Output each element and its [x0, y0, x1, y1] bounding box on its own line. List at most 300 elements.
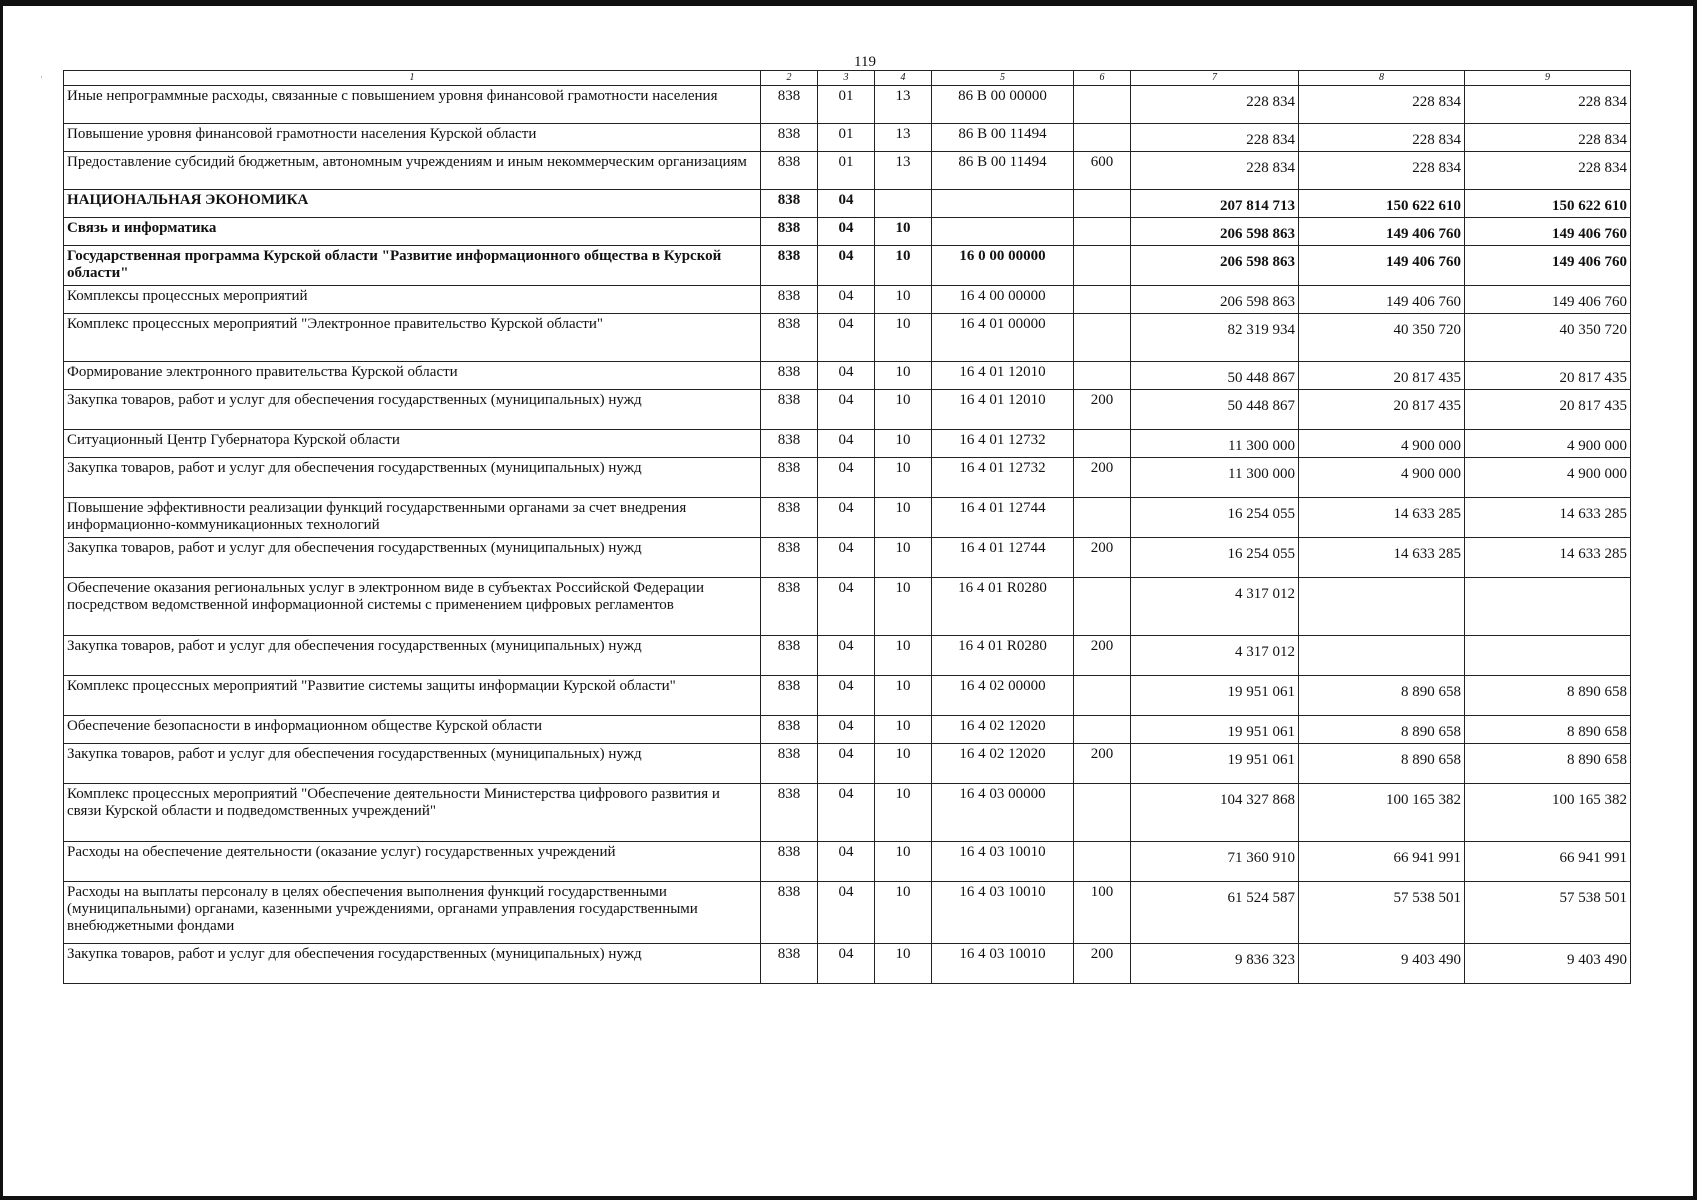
row-pr: 10 [875, 882, 932, 944]
row-rz: 04 [818, 286, 875, 314]
row-rz: 01 [818, 124, 875, 152]
budget-table [63, 70, 1631, 984]
row-value-2025-text: 20 817 435 [1393, 370, 1461, 386]
table-row [64, 784, 1631, 842]
row-vr: 200 [1074, 538, 1131, 578]
row-value-2026-text: 8 890 658 [1567, 684, 1627, 700]
row-value-2024-text: 71 360 910 [1227, 850, 1295, 866]
row-csr: 16 4 03 10010 [932, 944, 1074, 984]
row-value-2024-text: 228 834 [1246, 160, 1295, 176]
row-value-2024-text: 16 254 055 [1227, 506, 1295, 522]
row-value-2024-text: 50 448 867 [1227, 370, 1295, 386]
row-vr [1074, 842, 1131, 882]
table-row [64, 86, 1631, 124]
row-value-2024-text: 82 319 934 [1227, 322, 1295, 338]
row-pr: 10 [875, 784, 932, 842]
col-header-9: 9 [1465, 71, 1631, 86]
table-row [64, 458, 1631, 498]
row-value-2026 [1465, 286, 1631, 314]
row-ved: 838 [761, 124, 818, 152]
scan-mark: · [40, 72, 43, 82]
row-value-2026 [1465, 362, 1631, 390]
row-pr: 13 [875, 124, 932, 152]
row-value-2024 [1131, 430, 1299, 458]
row-value-2025 [1299, 286, 1465, 314]
row-value-2026 [1465, 390, 1631, 430]
row-name: Расходы на обеспечение деятельности (оказание услуг) государственных учреждений [64, 842, 761, 882]
row-name: Формирование электронного правительства Курской области [64, 362, 761, 390]
row-ved: 838 [761, 538, 818, 578]
row-ved: 838 [761, 944, 818, 984]
table-row [64, 218, 1631, 246]
row-name: Закупка товаров, работ и услуг для обеспечения государственных (муниципальных) нужд [64, 458, 761, 498]
table-row [64, 124, 1631, 152]
row-value-2026-text: 9 403 490 [1567, 952, 1627, 968]
row-value-2025-text: 149 406 760 [1386, 254, 1461, 270]
row-ved: 838 [761, 246, 818, 286]
row-rz: 04 [818, 944, 875, 984]
row-value-2026 [1465, 744, 1631, 784]
row-value-2026 [1465, 124, 1631, 152]
row-value-2025 [1299, 716, 1465, 744]
row-value-2024-text: 50 448 867 [1227, 398, 1295, 414]
row-value-2025-text: 4 900 000 [1401, 438, 1461, 454]
row-value-2024 [1131, 246, 1299, 286]
row-csr: 16 4 01 12744 [932, 498, 1074, 538]
row-pr: 10 [875, 716, 932, 744]
row-value-2024-text: 11 300 000 [1228, 438, 1295, 454]
row-csr: 16 4 01 12010 [932, 362, 1074, 390]
row-name: Государственная программа Курской области "Развитие информационного общества в Курской области" [64, 246, 761, 286]
table-row [64, 390, 1631, 430]
row-ved: 838 [761, 882, 818, 944]
row-value-2026-text: 8 890 658 [1567, 724, 1627, 740]
col-header-2: 2 [761, 71, 818, 86]
row-value-2025-text: 228 834 [1412, 94, 1461, 110]
row-rz: 04 [818, 430, 875, 458]
row-csr: 86 В 00 00000 [932, 86, 1074, 124]
table-row [64, 676, 1631, 716]
row-rz: 04 [818, 882, 875, 944]
row-pr: 10 [875, 286, 932, 314]
row-value-2026-text: 4 900 000 [1567, 466, 1627, 482]
row-value-2024 [1131, 744, 1299, 784]
row-vr [1074, 218, 1131, 246]
row-ved: 838 [761, 152, 818, 190]
row-value-2025 [1299, 390, 1465, 430]
row-ved: 838 [761, 744, 818, 784]
row-value-2026 [1465, 538, 1631, 578]
row-value-2025 [1299, 882, 1465, 944]
row-name: Связь и информатика [64, 218, 761, 246]
row-name: Комплекс процессных мероприятий "Электронное правительство Курской области" [64, 314, 761, 362]
row-csr: 16 4 02 00000 [932, 676, 1074, 716]
row-value-2025 [1299, 676, 1465, 716]
scan-border-left [0, 0, 3, 1200]
row-value-2024 [1131, 362, 1299, 390]
row-value-2025 [1299, 538, 1465, 578]
row-name: Расходы на выплаты персоналу в целях обеспечения выполнения функций государственными (муниципальными) органами, казенными учреждениями, органами управления государственными внебюджетными фондами [64, 882, 761, 944]
row-value-2026 [1465, 218, 1631, 246]
row-value-2024 [1131, 286, 1299, 314]
row-value-2026 [1465, 190, 1631, 218]
row-value-2025 [1299, 152, 1465, 190]
row-pr: 10 [875, 842, 932, 882]
row-value-2026 [1465, 152, 1631, 190]
row-value-2025 [1299, 944, 1465, 984]
row-value-2024 [1131, 152, 1299, 190]
col-header-8: 8 [1299, 71, 1465, 86]
row-pr: 13 [875, 86, 932, 124]
row-name: Закупка товаров, работ и услуг для обеспечения государственных (муниципальных) нужд [64, 390, 761, 430]
row-value-2024 [1131, 218, 1299, 246]
row-value-2026 [1465, 944, 1631, 984]
table-row [64, 314, 1631, 362]
scan-border-right [1693, 0, 1697, 1200]
row-value-2025-text: 100 165 382 [1386, 792, 1461, 808]
row-csr: 16 4 01 12744 [932, 538, 1074, 578]
row-vr [1074, 676, 1131, 716]
row-value-2026 [1465, 430, 1631, 458]
row-value-2024 [1131, 944, 1299, 984]
row-value-2025-text: 8 890 658 [1401, 724, 1461, 740]
row-value-2026-text: 40 350 720 [1559, 322, 1627, 338]
row-pr: 13 [875, 152, 932, 190]
row-vr: 200 [1074, 390, 1131, 430]
table-row [64, 246, 1631, 286]
row-value-2025 [1299, 362, 1465, 390]
row-value-2025-text: 228 834 [1412, 160, 1461, 176]
row-pr: 10 [875, 944, 932, 984]
row-ved: 838 [761, 578, 818, 636]
row-pr: 10 [875, 636, 932, 676]
row-rz: 04 [818, 716, 875, 744]
row-rz: 04 [818, 744, 875, 784]
row-value-2026 [1465, 882, 1631, 944]
row-csr: 16 4 03 00000 [932, 784, 1074, 842]
row-ved: 838 [761, 636, 818, 676]
row-csr: 16 4 02 12020 [932, 716, 1074, 744]
row-rz: 04 [818, 676, 875, 716]
row-name: Закупка товаров, работ и услуг для обеспечения государственных (муниципальных) нужд [64, 538, 761, 578]
row-pr: 10 [875, 390, 932, 430]
row-vr [1074, 430, 1131, 458]
row-rz: 04 [818, 390, 875, 430]
row-value-2026-text: 14 633 285 [1559, 506, 1627, 522]
row-ved: 838 [761, 430, 818, 458]
row-value-2026 [1465, 842, 1631, 882]
row-value-2026 [1465, 314, 1631, 362]
row-csr [932, 190, 1074, 218]
row-rz: 04 [818, 190, 875, 218]
row-value-2026 [1465, 498, 1631, 538]
row-value-2026-text: 20 817 435 [1559, 370, 1627, 386]
table-body [64, 71, 1631, 984]
row-value-2025-text: 228 834 [1412, 132, 1461, 148]
table-row [64, 498, 1631, 538]
table-row [64, 190, 1631, 218]
row-value-2024-text: 206 598 863 [1220, 254, 1295, 270]
row-ved: 838 [761, 286, 818, 314]
column-number-row [64, 71, 1631, 86]
row-rz: 04 [818, 842, 875, 882]
row-rz: 04 [818, 458, 875, 498]
row-pr: 10 [875, 578, 932, 636]
row-pr: 10 [875, 362, 932, 390]
row-value-2024 [1131, 538, 1299, 578]
row-rz: 04 [818, 218, 875, 246]
row-value-2024 [1131, 314, 1299, 362]
row-name: Повышение эффективности реализации функций государственными органами за счет внедрения информационно-коммуникационных технологий [64, 498, 761, 538]
row-name: Предоставление субсидий бюджетным, автономным учреждениям и иным некоммерческим организациям [64, 152, 761, 190]
table-row [64, 538, 1631, 578]
col-header-5: 5 [932, 71, 1074, 86]
row-csr: 16 4 02 12020 [932, 744, 1074, 784]
row-vr: 100 [1074, 882, 1131, 944]
row-value-2025-text: 8 890 658 [1401, 684, 1461, 700]
row-value-2025 [1299, 578, 1465, 636]
row-value-2026-text: 150 622 610 [1552, 198, 1627, 214]
row-value-2024-text: 4 317 012 [1235, 586, 1295, 602]
row-csr: 16 4 01 12732 [932, 430, 1074, 458]
row-ved: 838 [761, 458, 818, 498]
row-vr [1074, 578, 1131, 636]
page-number: 119 [854, 54, 876, 70]
row-ved: 838 [761, 842, 818, 882]
row-value-2025 [1299, 314, 1465, 362]
row-value-2026-text: 149 406 760 [1552, 294, 1627, 310]
row-pr: 10 [875, 430, 932, 458]
row-value-2026-text: 66 941 991 [1559, 850, 1627, 866]
row-vr [1074, 190, 1131, 218]
row-vr [1074, 314, 1131, 362]
row-value-2024-text: 206 598 863 [1220, 226, 1295, 242]
row-value-2026-text: 4 900 000 [1567, 438, 1627, 454]
row-value-2026-text: 14 633 285 [1559, 546, 1627, 562]
row-value-2026-text: 228 834 [1578, 160, 1627, 176]
row-rz: 04 [818, 246, 875, 286]
row-name: Закупка товаров, работ и услуг для обеспечения государственных (муниципальных) нужд [64, 744, 761, 784]
row-value-2024-text: 19 951 061 [1227, 724, 1295, 740]
row-name: Закупка товаров, работ и услуг для обеспечения государственных (муниципальных) нужд [64, 636, 761, 676]
row-value-2024 [1131, 636, 1299, 676]
row-value-2026-text: 149 406 760 [1552, 254, 1627, 270]
row-value-2025-text: 14 633 285 [1393, 506, 1461, 522]
row-csr [932, 218, 1074, 246]
row-ved: 838 [761, 314, 818, 362]
row-name: Комплексы процессных мероприятий [64, 286, 761, 314]
row-value-2025-text: 14 633 285 [1393, 546, 1461, 562]
row-value-2024 [1131, 86, 1299, 124]
row-ved: 838 [761, 390, 818, 430]
row-ved: 838 [761, 190, 818, 218]
row-csr: 86 В 00 11494 [932, 124, 1074, 152]
row-value-2024-text: 228 834 [1246, 94, 1295, 110]
row-name: НАЦИОНАЛЬНАЯ ЭКОНОМИКА [64, 190, 761, 218]
row-value-2025-text: 66 941 991 [1393, 850, 1461, 866]
row-value-2025 [1299, 498, 1465, 538]
row-csr: 16 4 01 00000 [932, 314, 1074, 362]
row-vr [1074, 246, 1131, 286]
row-value-2026-text: 228 834 [1578, 132, 1627, 148]
row-name: Повышение уровня финансовой грамотности населения Курской области [64, 124, 761, 152]
row-value-2024-text: 206 598 863 [1220, 294, 1295, 310]
table-row [64, 716, 1631, 744]
row-ved: 838 [761, 362, 818, 390]
row-value-2024 [1131, 498, 1299, 538]
row-value-2024-text: 104 327 868 [1220, 792, 1295, 808]
table-row [64, 882, 1631, 944]
row-value-2025 [1299, 124, 1465, 152]
row-value-2026 [1465, 86, 1631, 124]
row-csr: 16 0 00 00000 [932, 246, 1074, 286]
row-rz: 01 [818, 86, 875, 124]
row-rz: 04 [818, 578, 875, 636]
row-name: Комплекс процессных мероприятий "Развитие системы защиты информации Курской области" [64, 676, 761, 716]
row-rz: 04 [818, 362, 875, 390]
row-vr [1074, 362, 1131, 390]
row-value-2024-text: 16 254 055 [1227, 546, 1295, 562]
row-ved: 838 [761, 716, 818, 744]
col-header-3: 3 [818, 71, 875, 86]
row-value-2024 [1131, 458, 1299, 498]
table-row [64, 152, 1631, 190]
row-vr [1074, 716, 1131, 744]
col-header-7: 7 [1131, 71, 1299, 86]
row-pr: 10 [875, 498, 932, 538]
row-value-2025-text: 4 900 000 [1401, 466, 1461, 482]
row-csr: 16 4 03 10010 [932, 842, 1074, 882]
row-ved: 838 [761, 218, 818, 246]
row-value-2025-text: 9 403 490 [1401, 952, 1461, 968]
row-value-2024 [1131, 842, 1299, 882]
row-value-2025 [1299, 246, 1465, 286]
row-value-2026 [1465, 578, 1631, 636]
row-value-2025 [1299, 842, 1465, 882]
row-pr: 10 [875, 676, 932, 716]
row-value-2024 [1131, 190, 1299, 218]
row-name: Закупка товаров, работ и услуг для обеспечения государственных (муниципальных) нужд [64, 944, 761, 984]
row-value-2025 [1299, 430, 1465, 458]
row-csr: 16 4 01 R0280 [932, 578, 1074, 636]
row-pr [875, 190, 932, 218]
table-row [64, 744, 1631, 784]
table-row [64, 362, 1631, 390]
row-vr: 200 [1074, 744, 1131, 784]
row-value-2024-text: 61 524 587 [1227, 890, 1295, 906]
row-vr [1074, 286, 1131, 314]
row-rz: 04 [818, 498, 875, 538]
row-value-2024-text: 19 951 061 [1227, 752, 1295, 768]
row-pr: 10 [875, 246, 932, 286]
row-value-2026 [1465, 458, 1631, 498]
row-value-2025 [1299, 458, 1465, 498]
row-value-2026 [1465, 246, 1631, 286]
row-value-2025-text: 20 817 435 [1393, 398, 1461, 414]
row-csr: 16 4 01 12010 [932, 390, 1074, 430]
row-value-2025 [1299, 636, 1465, 676]
row-value-2024 [1131, 784, 1299, 842]
row-value-2024-text: 4 317 012 [1235, 644, 1295, 660]
row-vr [1074, 124, 1131, 152]
row-vr: 200 [1074, 944, 1131, 984]
row-rz: 04 [818, 784, 875, 842]
row-value-2024-text: 19 951 061 [1227, 684, 1295, 700]
table-row [64, 944, 1631, 984]
col-header-4: 4 [875, 71, 932, 86]
row-pr: 10 [875, 458, 932, 498]
row-value-2024 [1131, 882, 1299, 944]
row-value-2024 [1131, 676, 1299, 716]
row-vr: 200 [1074, 458, 1131, 498]
row-value-2025 [1299, 744, 1465, 784]
row-rz: 04 [818, 538, 875, 578]
row-value-2025-text: 40 350 720 [1393, 322, 1461, 338]
row-pr: 10 [875, 218, 932, 246]
row-pr: 10 [875, 538, 932, 578]
row-pr: 10 [875, 314, 932, 362]
row-value-2025 [1299, 218, 1465, 246]
row-vr [1074, 498, 1131, 538]
col-header-1: 1 [64, 71, 761, 86]
row-rz: 04 [818, 314, 875, 362]
row-csr: 16 4 01 12732 [932, 458, 1074, 498]
row-value-2026-text: 149 406 760 [1552, 226, 1627, 242]
row-value-2026-text: 20 817 435 [1559, 398, 1627, 414]
row-value-2024 [1131, 578, 1299, 636]
scan-border-top [0, 0, 1697, 6]
row-value-2025-text: 8 890 658 [1401, 752, 1461, 768]
row-rz: 04 [818, 636, 875, 676]
row-vr [1074, 86, 1131, 124]
row-value-2026 [1465, 676, 1631, 716]
row-value-2025-text: 150 622 610 [1386, 198, 1461, 214]
row-pr: 10 [875, 744, 932, 784]
row-value-2024-text: 207 814 713 [1220, 198, 1295, 214]
row-name: Иные непрограммные расходы, связанные с повышением уровня финансовой грамотности населения [64, 86, 761, 124]
row-value-2026-text: 8 890 658 [1567, 752, 1627, 768]
row-ved: 838 [761, 784, 818, 842]
row-value-2024 [1131, 716, 1299, 744]
row-csr: 16 4 03 10010 [932, 882, 1074, 944]
row-vr: 200 [1074, 636, 1131, 676]
row-value-2025 [1299, 86, 1465, 124]
row-csr: 86 В 00 11494 [932, 152, 1074, 190]
row-value-2025-text: 149 406 760 [1386, 226, 1461, 242]
row-value-2024 [1131, 390, 1299, 430]
table-row [64, 286, 1631, 314]
row-value-2026 [1465, 716, 1631, 744]
row-vr [1074, 784, 1131, 842]
row-value-2025 [1299, 190, 1465, 218]
row-ved: 838 [761, 498, 818, 538]
row-ved: 838 [761, 86, 818, 124]
row-value-2025 [1299, 784, 1465, 842]
row-csr: 16 4 00 00000 [932, 286, 1074, 314]
row-value-2026 [1465, 636, 1631, 676]
table-row [64, 636, 1631, 676]
row-value-2026-text: 100 165 382 [1552, 792, 1627, 808]
row-value-2025-text: 57 538 501 [1393, 890, 1461, 906]
row-vr: 600 [1074, 152, 1131, 190]
row-value-2024-text: 9 836 323 [1235, 952, 1295, 968]
row-name: Ситуационный Центр Губернатора Курской области [64, 430, 761, 458]
row-name: Обеспечение безопасности в информационном обществе Курской области [64, 716, 761, 744]
table-row [64, 430, 1631, 458]
row-value-2024-text: 228 834 [1246, 132, 1295, 148]
row-ved: 838 [761, 676, 818, 716]
row-value-2026-text: 228 834 [1578, 94, 1627, 110]
